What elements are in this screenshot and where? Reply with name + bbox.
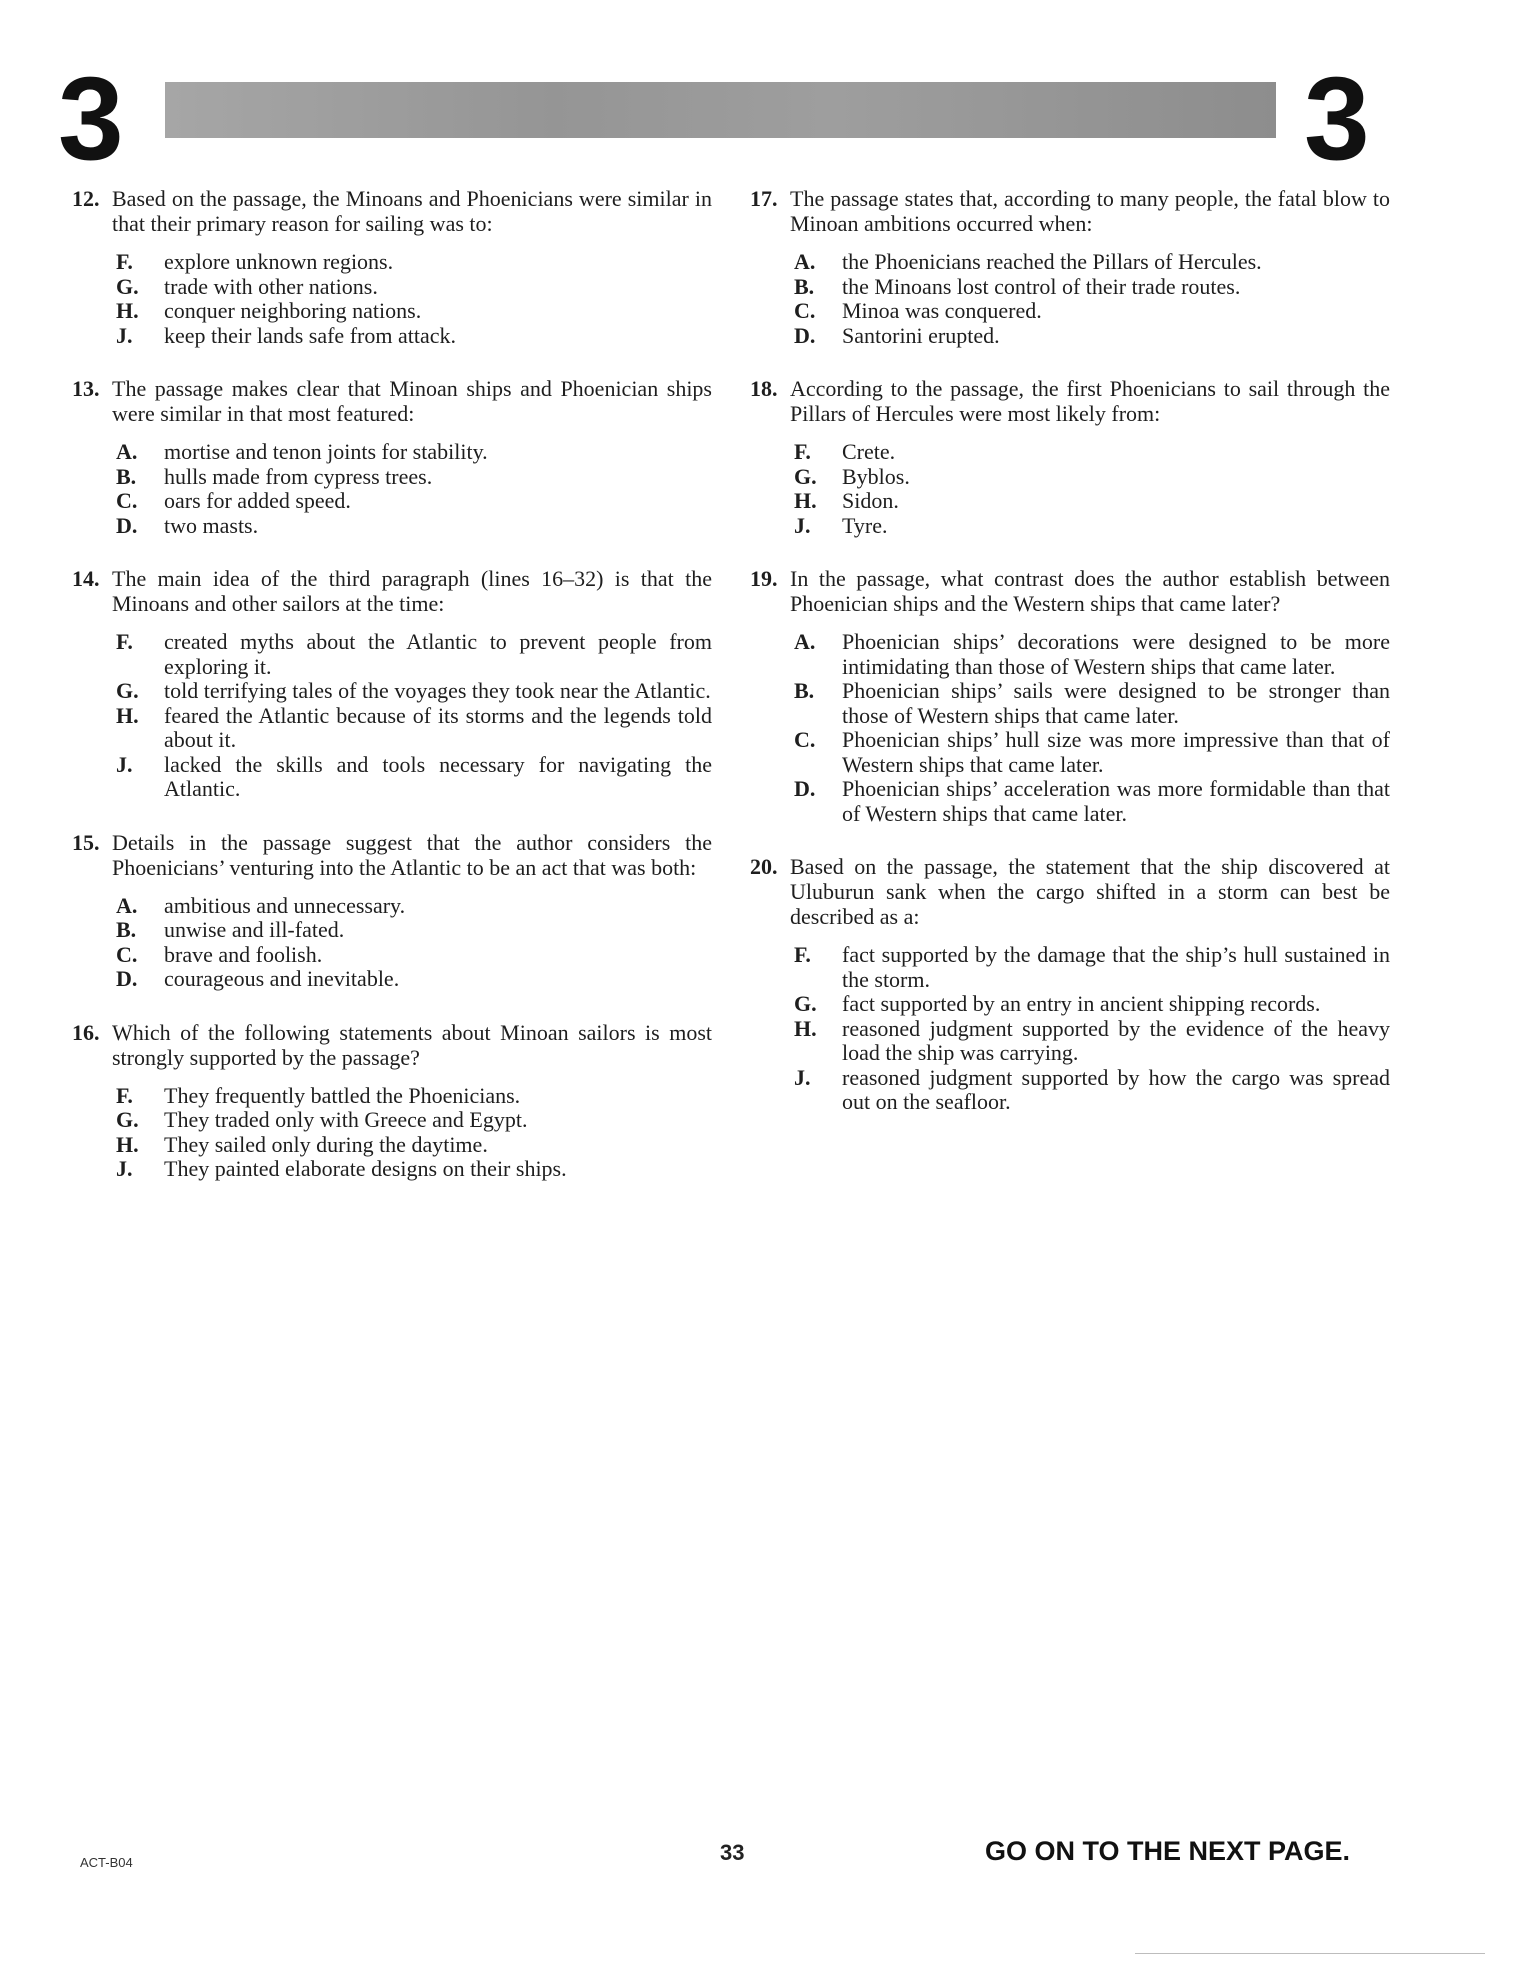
answer-options xyxy=(112,1084,712,1182)
option-letter: H. xyxy=(116,298,139,323)
option-letter: G. xyxy=(116,1107,139,1132)
option-text: lacked the skills and tools necessary for navigating the Atlantic. xyxy=(164,751,712,801)
answer-option xyxy=(112,440,712,465)
question-header xyxy=(750,854,1390,929)
answer-option xyxy=(790,324,1390,349)
question-item xyxy=(750,186,1390,348)
answer-option xyxy=(790,275,1390,300)
option-letter: D. xyxy=(116,966,138,991)
option-text: They frequently battled the Phoenicians. xyxy=(164,1082,521,1108)
option-text: hulls made from cypress trees. xyxy=(164,463,433,489)
option-letter: F. xyxy=(116,1082,133,1108)
answer-option xyxy=(112,679,712,704)
option-text: the Phoenicians reached the Pillars of Hercules. xyxy=(842,249,1262,274)
question-item xyxy=(72,1020,712,1182)
option-text: ambitious and unnecessary. xyxy=(164,892,406,918)
question-number: 18. xyxy=(750,376,778,401)
option-letter: G. xyxy=(794,991,817,1016)
option-letter: G. xyxy=(116,678,139,703)
option-text: courageous and inevitable. xyxy=(164,966,400,991)
option-letter: H. xyxy=(794,1015,817,1041)
option-text: Minoa was conquered. xyxy=(842,298,1042,323)
option-letter: F. xyxy=(794,942,811,967)
answer-option xyxy=(790,1066,1390,1115)
question-stem: Based on the passage, the Minoans and Phoenicians were similar in that their primary reason for sailing was to: xyxy=(112,186,712,236)
section-header-bar xyxy=(165,82,1276,138)
option-letter: G. xyxy=(116,273,139,299)
question-item xyxy=(72,830,712,992)
answer-option xyxy=(112,250,712,275)
option-letter: C. xyxy=(116,488,138,513)
option-letter: B. xyxy=(794,678,815,703)
next-page-instruction: GO ON TO THE NEXT PAGE. xyxy=(985,1836,1351,1866)
option-letter: J. xyxy=(794,1064,811,1090)
option-text: Santorini erupted. xyxy=(842,322,1000,348)
question-stem: According to the passage, the first Phoenicians to sail through the Pillars of Hercules were most likely from: xyxy=(790,376,1390,426)
answer-option xyxy=(112,299,712,324)
answer-option xyxy=(112,1084,712,1109)
answer-option xyxy=(790,943,1390,992)
answer-option xyxy=(112,753,712,802)
option-letter: C. xyxy=(794,298,816,323)
question-header xyxy=(72,186,712,236)
option-text: Phoenician ships’ sails were designed to be stronger than those of Western ships that came later. xyxy=(842,678,1390,728)
option-letter: D. xyxy=(794,322,816,348)
option-letter: D. xyxy=(794,776,816,801)
option-letter: H. xyxy=(116,1131,139,1157)
option-text: two masts. xyxy=(164,512,259,538)
answer-options xyxy=(112,250,712,348)
answer-option xyxy=(112,943,712,968)
option-letter: A. xyxy=(794,249,816,274)
question-item xyxy=(750,376,1390,538)
answer-option xyxy=(790,1017,1390,1066)
answer-option xyxy=(790,630,1390,679)
option-text: fact supported by the damage that the ship’s hull sustained in the storm. xyxy=(842,942,1390,992)
option-letter: F. xyxy=(116,249,133,274)
right-question-column xyxy=(750,186,1390,1143)
question-header xyxy=(750,186,1390,236)
answer-option xyxy=(790,465,1390,490)
option-text: told terrifying tales of the voyages they took near the Atlantic. xyxy=(164,678,711,703)
option-text: the Minoans lost control of their trade routes. xyxy=(842,273,1241,299)
option-text: oars for added speed. xyxy=(164,488,351,513)
question-number: 13. xyxy=(72,376,100,401)
option-text: conquer neighboring nations. xyxy=(164,298,422,323)
option-text: brave and foolish. xyxy=(164,941,323,967)
option-letter: A. xyxy=(116,439,138,464)
option-text: Sidon. xyxy=(842,488,899,513)
question-item xyxy=(750,854,1390,1115)
option-letter: J. xyxy=(794,512,811,538)
option-text: feared the Atlantic because of its storms and the legends told about it. xyxy=(164,702,712,752)
option-text: Tyre. xyxy=(842,512,888,538)
answer-option xyxy=(112,489,712,514)
answer-option xyxy=(112,918,712,943)
option-text: They sailed only during the daytime. xyxy=(164,1131,488,1157)
left-question-column xyxy=(72,186,712,1210)
option-text: reasoned judgment supported by the evidence of the heavy load the ship was carrying. xyxy=(842,1015,1390,1065)
answer-option xyxy=(790,299,1390,324)
question-item xyxy=(750,566,1390,826)
bottom-divider xyxy=(1135,1953,1485,1954)
option-letter: C. xyxy=(794,727,816,752)
question-header xyxy=(72,566,712,616)
answer-options xyxy=(790,943,1390,1115)
option-text: trade with other nations. xyxy=(164,273,378,299)
answer-option xyxy=(790,489,1390,514)
question-number: 14. xyxy=(72,566,100,591)
answer-option xyxy=(790,440,1390,465)
answer-option xyxy=(790,992,1390,1017)
option-text: reasoned judgment supported by how the cargo was spread out on the seafloor. xyxy=(842,1064,1390,1114)
option-letter: J. xyxy=(116,322,133,348)
option-letter: F. xyxy=(116,629,133,654)
option-text: Phoenician ships’ decorations were designed to be more intimidating than those of Western ships that came later. xyxy=(842,629,1390,679)
option-letter: J. xyxy=(116,751,133,777)
option-letter: G. xyxy=(794,463,817,489)
answer-option xyxy=(790,728,1390,777)
option-text: fact supported by an entry in ancient shipping records. xyxy=(842,991,1321,1016)
option-letter: A. xyxy=(116,892,138,918)
question-header xyxy=(72,1020,712,1070)
option-text: Phoenician ships’ hull size was more impressive than that of Western ships that came later. xyxy=(842,727,1390,777)
option-text: keep their lands safe from attack. xyxy=(164,322,456,348)
option-text: Phoenician ships’ acceleration was more formidable than that of Western ships that came later. xyxy=(842,776,1390,826)
answer-option xyxy=(112,1133,712,1158)
answer-options xyxy=(112,630,712,802)
page-number: 33 xyxy=(720,1840,745,1865)
answer-option xyxy=(112,967,712,992)
answer-option xyxy=(112,324,712,349)
question-number: 15. xyxy=(72,829,100,855)
option-letter: H. xyxy=(794,488,817,513)
option-letter: F. xyxy=(794,439,811,464)
question-stem: Details in the passage suggest that the author considers the Phoenicians’ venturing into the Atlantic to be an act that was both: xyxy=(112,829,712,880)
option-letter: C. xyxy=(116,941,138,967)
answer-option xyxy=(112,894,712,919)
answer-option xyxy=(112,704,712,753)
question-stem: The main idea of the third paragraph (lines 16–32) is that the Minoans and other sailors at the time: xyxy=(112,566,712,616)
option-letter: A. xyxy=(794,629,816,654)
answer-option xyxy=(112,465,712,490)
question-stem: Which of the following statements about Minoan sailors is most strongly supported by the passage? xyxy=(112,1019,712,1070)
section-number-left: 3 xyxy=(58,53,124,185)
answer-option xyxy=(790,250,1390,275)
option-text: mortise and tenon joints for stability. xyxy=(164,439,488,464)
question-header xyxy=(750,376,1390,426)
answer-option xyxy=(790,777,1390,826)
answer-option xyxy=(112,1157,712,1182)
question-number: 19. xyxy=(750,566,778,591)
section-number-right: 3 xyxy=(1304,53,1370,185)
option-letter: B. xyxy=(794,273,815,299)
question-number: 20. xyxy=(750,854,778,879)
question-number: 16. xyxy=(72,1019,100,1045)
question-number: 12. xyxy=(72,186,100,211)
question-stem: The passage makes clear that Minoan ships and Phoenician ships were similar in that most featured: xyxy=(112,376,712,426)
question-header xyxy=(750,566,1390,616)
question-header xyxy=(72,830,712,880)
option-letter: B. xyxy=(116,917,137,942)
option-letter: J. xyxy=(116,1156,133,1181)
question-item xyxy=(72,566,712,802)
question-item xyxy=(72,376,712,538)
answer-options xyxy=(790,630,1390,826)
option-text: unwise and ill-fated. xyxy=(164,917,345,942)
answer-options xyxy=(112,440,712,538)
answer-option xyxy=(112,514,712,539)
option-text: They painted elaborate designs on their ships. xyxy=(164,1156,567,1181)
option-text: Byblos. xyxy=(842,463,910,489)
option-text: created myths about the Atlantic to prevent people from exploring it. xyxy=(164,629,712,679)
option-letter: D. xyxy=(116,512,138,538)
question-item xyxy=(72,186,712,348)
option-letter: B. xyxy=(116,463,137,489)
answer-options xyxy=(112,894,712,992)
option-text: Crete. xyxy=(842,439,896,464)
question-stem: In the passage, what contrast does the author establish between Phoenician ships and the Western ships that came later? xyxy=(790,566,1390,616)
answer-options xyxy=(790,440,1390,538)
option-text: They traded only with Greece and Egypt. xyxy=(164,1107,528,1132)
form-code: ACT-B04 xyxy=(80,1855,133,1870)
question-stem: Based on the passage, the statement that the ship discovered at Uluburun sank when the cargo shifted in a storm can best be described as a: xyxy=(790,854,1390,929)
question-number: 17. xyxy=(750,186,778,211)
answer-option xyxy=(112,1108,712,1133)
answer-option xyxy=(790,679,1390,728)
question-header xyxy=(72,376,712,426)
option-letter: H. xyxy=(116,702,139,728)
option-text: explore unknown regions. xyxy=(164,249,394,274)
answer-option xyxy=(112,630,712,679)
answer-options xyxy=(790,250,1390,348)
question-stem: The passage states that, according to many people, the fatal blow to Minoan ambitions occurred when: xyxy=(790,186,1390,236)
answer-option xyxy=(112,275,712,300)
answer-option xyxy=(790,514,1390,539)
